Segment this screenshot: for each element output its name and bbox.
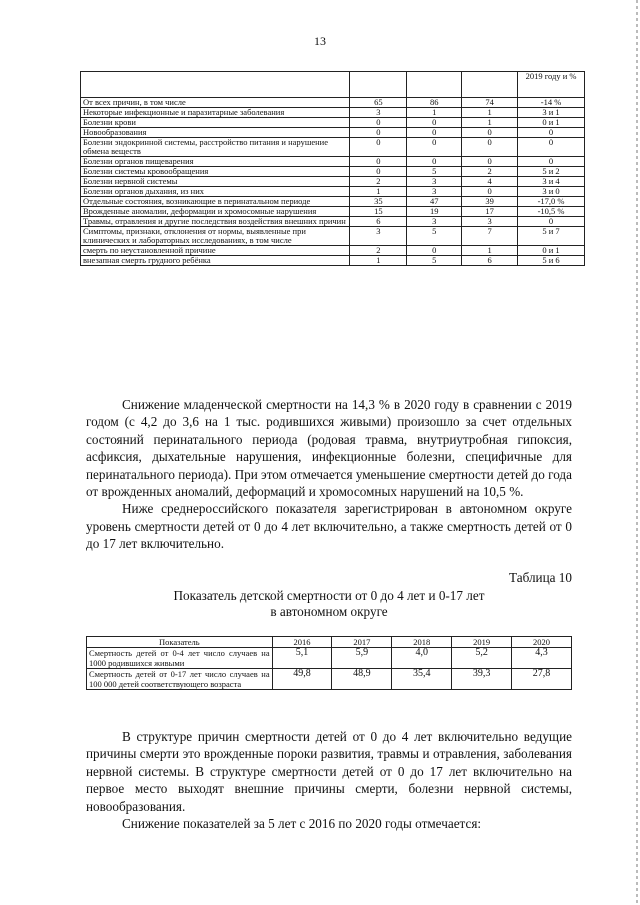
row-value: 1 [350, 187, 407, 197]
row-label: От всех причин, в том числе [81, 98, 350, 108]
row-label: Отдельные состояния, возникающие в перинатальном периоде [81, 197, 350, 207]
row-value: 5 и 6 [518, 256, 585, 266]
row-value: 0 [350, 128, 407, 138]
table-number: Таблица 10 [509, 570, 572, 585]
row-value: 0 [407, 246, 462, 256]
row-value: 7 [462, 227, 518, 246]
row-value: 0 [462, 187, 518, 197]
column-header: 2016 [272, 637, 332, 648]
row-value: 49,8 [272, 669, 332, 690]
row-value: 5 [407, 227, 462, 246]
row-value: 0 [407, 118, 462, 128]
table-header-row [87, 637, 572, 648]
row-value: 0 [462, 138, 518, 157]
row-value: 3 [350, 227, 407, 246]
row-value: 1 [462, 246, 518, 256]
row-value: 1 [462, 118, 518, 128]
page-number: 13 [314, 34, 326, 48]
column-header: 2020 [512, 637, 572, 648]
row-value: 0 [462, 157, 518, 167]
table-row [81, 118, 585, 128]
row-value: 39 [462, 197, 518, 207]
header-comparison: 2019 году и % [518, 72, 585, 98]
row-value: 3 [407, 187, 462, 197]
row-label: Симптомы, признаки, отклонения от нормы, выявленные при клинических и лабораторных исследованиях, в том числе [81, 227, 350, 246]
table-row [87, 669, 572, 690]
row-value: 0 [350, 138, 407, 157]
row-value: 0 и 1 [518, 246, 585, 256]
row-label: Болезни крови [81, 118, 350, 128]
row-value: 3 [407, 217, 462, 227]
row-value: 1 [462, 108, 518, 118]
scan-edge [636, 0, 638, 905]
row-value: 0 [350, 157, 407, 167]
row-value: 3 и 1 [518, 108, 585, 118]
row-value: 4,0 [392, 648, 452, 669]
row-label: Болезни органов пищеварения [81, 157, 350, 167]
row-value: 39,3 [452, 669, 512, 690]
table-row [81, 157, 585, 167]
table-row [87, 648, 572, 669]
row-value: 48,9 [332, 669, 392, 690]
row-value: 3 и 4 [518, 177, 585, 187]
row-label: Смертность детей от 0-17 лет число случаев на 100 000 детей соответствующего возраста [87, 669, 273, 690]
table-row [81, 187, 585, 197]
row-label: Болезни эндокринной системы, расстройство питания и нарушение обмена веществ [81, 138, 350, 157]
row-value: 5,1 [272, 648, 332, 669]
row-value: 3 и 0 [518, 187, 585, 197]
row-label: Некоторые инфекционные и паразитарные заболевания [81, 108, 350, 118]
row-value: 1 [350, 256, 407, 266]
paragraph-infant-mortality: Снижение младенческой смертности на 14,3 % в 2020 году в сравнении с 2019 годом (с 4,2 до 3,6 на 1 тыс. родившихся живыми) произошло за счет отдельных состояний перинатального периода (родовая травма, внутриутробная гипоксия, асфиксия, дыхательные нарушения, инфекционные болезни, специфичные для перинатального периода). При этом отмечается уменьшение смертности детей до года от врожденных аномалий, деформаций и хромосомных нарушений на 10,5 %. Ниже среднероссийского показателя зарегистрирован в автономном округе уровень смертности детей от 0 до 4 лет включительно, а также смертность детей от 0 до 17 лет включительно. [86, 397, 572, 552]
row-value: 35 [350, 197, 407, 207]
row-value: 19 [407, 207, 462, 217]
row-value: 2 [350, 246, 407, 256]
row-label: Болезни органов дыхания, из них [81, 187, 350, 197]
row-label: Травмы, отравления и другие последствия воздействия внешних причин [81, 217, 350, 227]
table-row [81, 128, 585, 138]
table-row [81, 108, 585, 118]
row-label: Смертность детей от 0-4 лет число случаев на 1000 родившихся живыми [87, 648, 273, 669]
row-value: 47 [407, 197, 462, 207]
row-value: 17 [462, 207, 518, 217]
row-label: Болезни нервной системы [81, 177, 350, 187]
row-value: 2 [462, 167, 518, 177]
row-value: 15 [350, 207, 407, 217]
row-value: 5 и 7 [518, 227, 585, 246]
row-value: 0 [350, 118, 407, 128]
row-value: 74 [462, 98, 518, 108]
table-row [81, 217, 585, 227]
table-row [81, 98, 585, 108]
column-header: Показатель [87, 637, 273, 648]
row-value: 4 [462, 177, 518, 187]
table-row [81, 207, 585, 217]
table-row [81, 246, 585, 256]
row-value: 3 [407, 177, 462, 187]
row-value: 6 [462, 256, 518, 266]
row-value: 5 и 2 [518, 167, 585, 177]
row-value: 6 [350, 217, 407, 227]
row-value: 86 [407, 98, 462, 108]
row-value: 4,3 [512, 648, 572, 669]
row-value: 5 [407, 256, 462, 266]
row-value: 0 [518, 138, 585, 157]
row-value: 5,2 [452, 648, 512, 669]
row-value: 35,4 [392, 669, 452, 690]
paragraph-structure: В структуре причин смертности детей от 0 до 4 лет включительно ведущие причины смерти это врожденные пороки развития, травмы и отравления, заболевания нервной системы. В структуре смертности детей от 0 до 17 лет включительно на первое место выходят внешние причины смерти, болезни нервной системы, новообразования. Снижение показателей за 5 лет с 2016 по 2020 годы отмечается: [86, 729, 572, 832]
column-header: 2018 [392, 637, 452, 648]
row-label: Новообразования [81, 128, 350, 138]
row-label: Болезни системы кровообращения [81, 167, 350, 177]
row-label: внезапная смерть грудного ребёнка [81, 256, 350, 266]
row-value: 0 [407, 128, 462, 138]
table-header-row [81, 72, 585, 98]
row-value: 0 [350, 167, 407, 177]
row-value: 0 [407, 157, 462, 167]
row-value: 0 [407, 138, 462, 157]
row-value: 0 [518, 217, 585, 227]
row-value: 5,9 [332, 648, 392, 669]
table-row [81, 256, 585, 266]
row-value: 0 и 1 [518, 118, 585, 128]
row-value: 2 [350, 177, 407, 187]
row-value: 0 [518, 157, 585, 167]
row-value: 5 [407, 167, 462, 177]
row-label: Врожденные аномалии, деформации и хромосомные нарушения [81, 207, 350, 217]
table-row [81, 167, 585, 177]
row-value: -14 % [518, 98, 585, 108]
row-value: 0 [518, 128, 585, 138]
table-row [81, 197, 585, 207]
row-value: 0 [462, 128, 518, 138]
row-value: 1 [407, 108, 462, 118]
row-label: смерть по неустановленной причине [81, 246, 350, 256]
mortality-causes-table [80, 71, 585, 266]
table-row [81, 227, 585, 246]
table-title: Показатель детской смертности от 0 до 4 лет и 0-17 лет в автономном округе [173, 588, 485, 619]
row-value: 3 [350, 108, 407, 118]
row-value: -17,0 % [518, 197, 585, 207]
column-header: 2019 [452, 637, 512, 648]
child-mortality-table [86, 636, 572, 690]
table-row [81, 177, 585, 187]
row-value: 3 [462, 217, 518, 227]
row-value: 65 [350, 98, 407, 108]
row-value: -10,5 % [518, 207, 585, 217]
column-header: 2017 [332, 637, 392, 648]
row-value: 27,8 [512, 669, 572, 690]
table-row [81, 138, 585, 157]
